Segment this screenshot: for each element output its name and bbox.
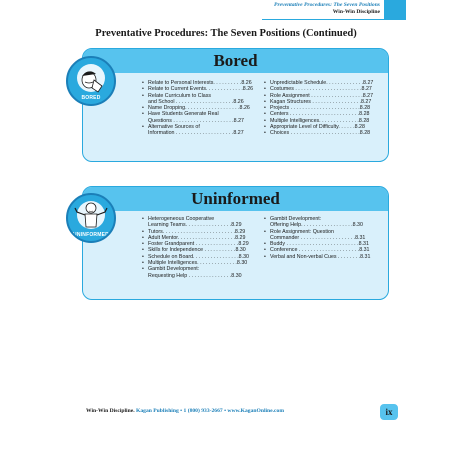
list-item-text: • Projects . . . . . . . . . . . . . . . . . . . . . . . .8.28 xyxy=(270,105,371,112)
list-item-text: • Relate to Current Events. . . . . . . . . . . . .8.26 xyxy=(148,86,254,93)
list-item-text: • Relate to Personal Interests. . . . . . . . . .8.26 xyxy=(148,80,252,86)
list-item-text: • Heterogeneous Cooperative xyxy=(148,216,215,222)
bored-card-title: Bored xyxy=(213,51,258,70)
list-item-continuation: Offering Help. . . . . . . . . . . . . . . . . .8.30 xyxy=(270,222,363,229)
footer-publisher-link[interactable]: Kagan Publishing • 1 (800) 933-2667 • www.KaganOnline.com xyxy=(136,408,284,414)
list-item xyxy=(142,93,258,106)
uninformed-badge-label: UNINFORMED xyxy=(73,232,109,238)
list-item-text: • Conference . . . . . . . . . . . . . . . . . . . . .8.31 xyxy=(270,247,370,254)
list-item-text: • Adult Mentor. . . . . . . . . . . . . . . . . . . .8.29 xyxy=(148,234,246,241)
list-item-text: • Alternative Sources of xyxy=(148,124,200,131)
list-item-text: • Have Students Generate Real xyxy=(148,111,219,118)
list-item-text: • Unpredictable Schedule. . . . . . . . . . . . .8.27 xyxy=(270,80,374,86)
list-item-text: • Role Assignment . . . . . . . . . . . . . . . . . .8.27 xyxy=(270,92,374,99)
header-color-block xyxy=(384,0,406,20)
running-header-book: Win-Win Discipline xyxy=(332,9,380,15)
list-item-text: • Multiple Intelligences. . . . . . . . . . . . . .8.30 xyxy=(148,260,248,267)
list-item-text: • Tutors. . . . . . . . . . . . . . . . . . . . . . . . .8.29 xyxy=(148,228,246,235)
bored-card-header xyxy=(83,49,388,73)
list-item-text: • Costumes . . . . . . . . . . . . . . . . . . . . . . .8.27 xyxy=(270,86,372,93)
uninformed-right-list xyxy=(264,216,382,260)
list-item-text: • Appropriate Level of Difficulty. . . . . .8.28 xyxy=(270,124,365,131)
uninformed-card-header xyxy=(83,187,388,211)
list-item xyxy=(142,111,258,124)
list-item-text: • Gambit Development: xyxy=(270,216,322,222)
list-item xyxy=(264,229,382,242)
list-item-continuation: Information . . . . . . . . . . . . . . . . . . . .8.27 xyxy=(148,130,244,137)
list-item xyxy=(142,216,258,229)
list-item-text: • Role Assignment: Question xyxy=(270,228,334,235)
list-item xyxy=(264,254,382,260)
list-item-continuation: Questions . . . . . . . . . . . . . . . . . . . . .8.27 xyxy=(148,117,244,124)
list-item-text: • Schedule on Board. . . . . . . . . . . . . . . .8.30 xyxy=(148,253,249,260)
list-item-continuation: Requesting Help . . . . . . . . . . . . . . .8.30 xyxy=(148,272,242,279)
list-item xyxy=(142,124,258,137)
list-item-text: • Relate Curriculum to Class xyxy=(148,92,211,99)
list-item-text: • Buddy . . . . . . . . . . . . . . . . . . . . . . . . .8.31 xyxy=(270,241,369,248)
list-item-continuation: and School . . . . . . . . . . . . . . . . . . . .8.26 xyxy=(148,98,244,105)
list-item-text: • Foster Grandparent . . . . . . . . . . . . . . .8.29 xyxy=(148,241,249,248)
list-item xyxy=(264,130,382,136)
page-title: Preventative Procedures: The Seven Positions (Continued) xyxy=(95,28,357,39)
list-item xyxy=(264,216,382,229)
list-item-text: • Centers . . . . . . . . . . . . . . . . . . . . . . . .8.28 xyxy=(270,111,370,118)
list-item-text: • Name Dropping. . . . . . . . . . . . . . . . . . .8.26 xyxy=(148,105,250,112)
uninformed-left-list xyxy=(142,216,258,279)
uninformed-card-title: Uninformed xyxy=(191,189,280,208)
list-item-text: • Multiple Intelligences. . . . . . . . . . . . . .8.28 xyxy=(270,117,370,124)
running-header-title: Preventative Procedures: The Seven Positions xyxy=(274,2,380,8)
list-item-text: • Skills for Independence . . . . . . . . . . .8.30 xyxy=(148,247,246,254)
page-number: ix xyxy=(380,404,398,420)
bored-badge xyxy=(66,56,116,106)
list-item-text: • Kagan Structures . . . . . . . . . . . . . . . . .8.27 xyxy=(270,98,372,105)
footer-book: Win-Win Discipline. xyxy=(86,408,135,414)
bored-badge-label: BORED xyxy=(81,95,101,101)
list-item-text: • Choices . . . . . . . . . . . . . . . . . . . . . . . .8.28 xyxy=(270,130,371,137)
list-item-continuation: Learning Teams. . . . . . . . . . . . . . . .8.29 xyxy=(148,222,242,229)
footer xyxy=(86,408,284,414)
list-item-text: • Verbal and Non-verbal Cues . . . . . . . .8.31 xyxy=(270,253,371,260)
uninformed-badge xyxy=(66,193,116,243)
bored-left-list xyxy=(142,80,258,137)
running-header xyxy=(262,0,384,20)
bored-right-list xyxy=(264,80,382,137)
list-item-continuation: Commander . . . . . . . . . . . . . . . . . . .8.31 xyxy=(270,234,366,241)
list-item xyxy=(142,266,258,279)
list-item-text: • Gambit Development: xyxy=(148,266,200,273)
